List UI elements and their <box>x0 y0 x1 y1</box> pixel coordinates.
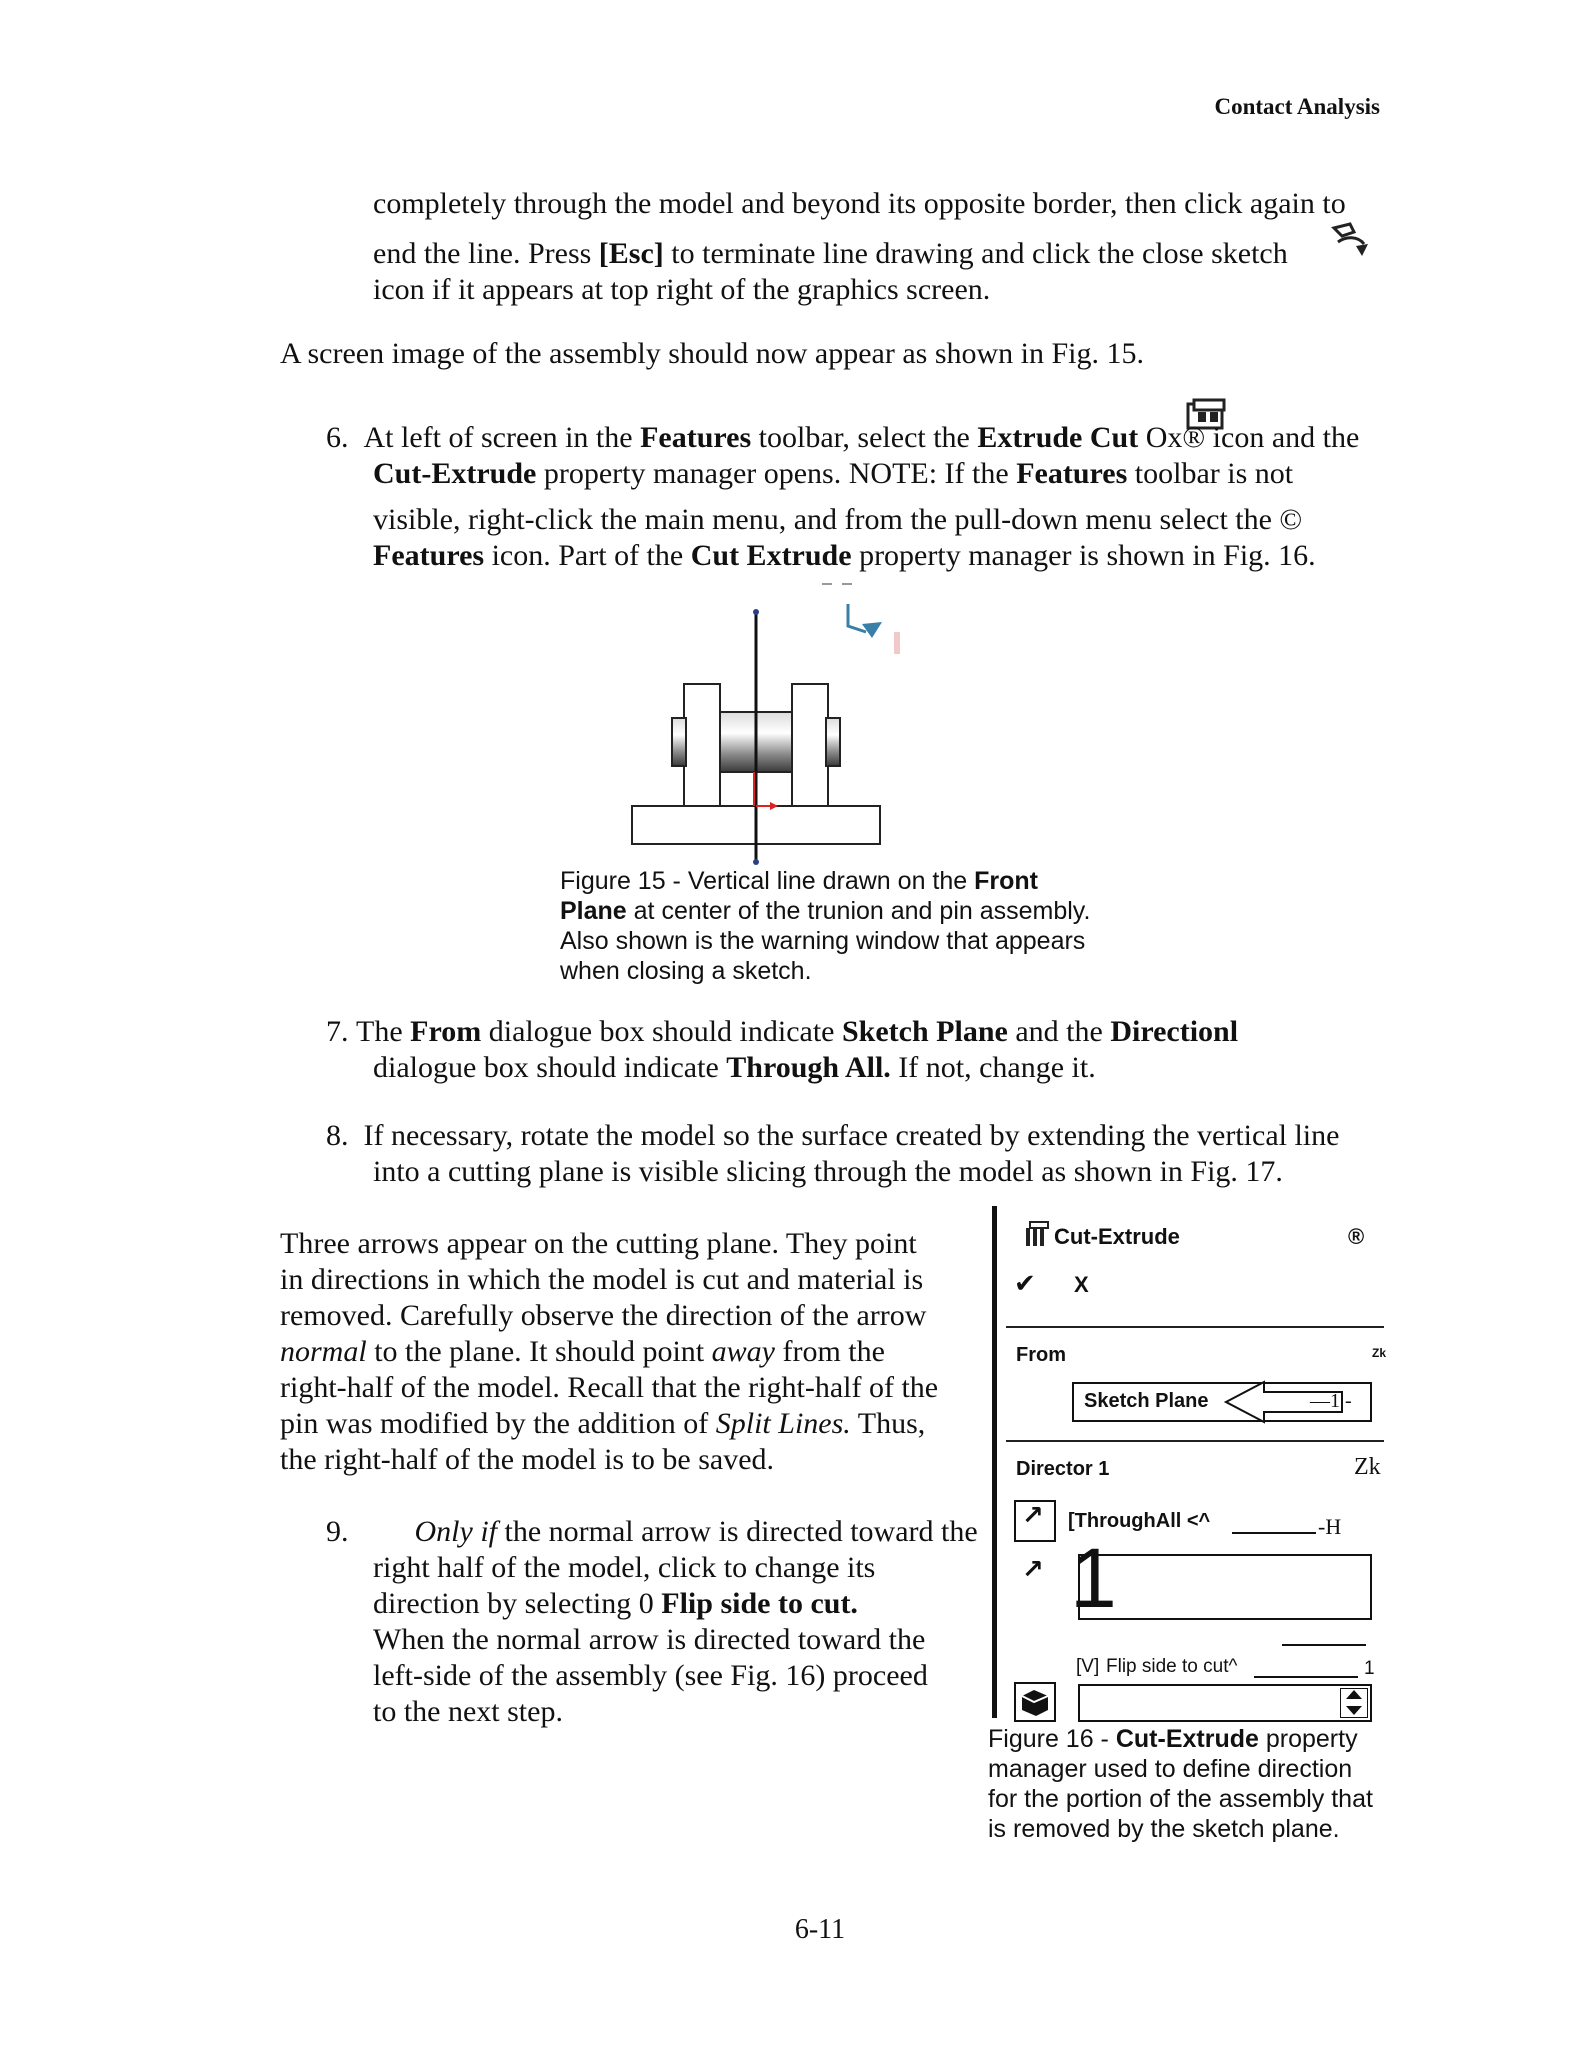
running-header: Contact Analysis <box>1214 94 1380 119</box>
pm-title: Cut-Extrude <box>1054 1224 1180 1249</box>
figure-15-caption: Figure 15 - Vertical line drawn on the Front Plane at center of the trunion and pin assembly. Also shown is the warning window that appears when closing a sketch. <box>560 867 1091 985</box>
flip-side-underline <box>1254 1676 1358 1678</box>
screen-image-note: A screen image of the assembly should now appear as shown in Fig. 15. <box>280 337 1145 370</box>
close-sketch-icon <box>1328 222 1372 264</box>
draft-angle-input[interactable] <box>1078 1684 1372 1722</box>
from-callout-number: —1 - <box>1310 1390 1352 1412</box>
figure-15-drawing <box>620 580 920 870</box>
pm-divider-1 <box>1006 1326 1384 1328</box>
warning-window-icon <box>822 584 900 654</box>
end-condition-line <box>1232 1532 1316 1534</box>
cancel-button[interactable]: X <box>1074 1272 1089 1297</box>
flip-side-number: 1 <box>1364 1658 1375 1679</box>
end-condition-callout: -H <box>1318 1514 1342 1539</box>
from-condition-value: Sketch Plane <box>1084 1390 1209 1412</box>
pin-end-left <box>672 718 686 766</box>
from-collapse-mark[interactable]: Zk <box>1372 1346 1387 1360</box>
cut-extrude-icon <box>1024 1220 1050 1248</box>
direction-section-label: Director 1 <box>1016 1458 1110 1480</box>
ok-button[interactable]: ✔ <box>1014 1268 1036 1298</box>
spinner-down-icon <box>1346 1706 1362 1715</box>
step-6: 6. At left of screen in the Features toolbar, select the Extrude Cut Ox® icon and the Cut-Extrude property manager opens. NOTE: If the Features toolbar is not visible, right-click the main menu, and from the pull-down menu select the © Features icon. Part of the Cut Extrude property manager is shown in Fig. 16. <box>326 421 1360 572</box>
intro-paragraph <box>373 186 1393 308</box>
pm-left-border <box>992 1206 997 1718</box>
trunion-right <box>792 684 828 806</box>
end-condition-select[interactable]: [ThroughAll <^ <box>1068 1510 1211 1532</box>
intro-line-3: icon if it appears at top right of the graphics screen. <box>373 273 991 306</box>
esc-key: [Esc] <box>598 237 664 270</box>
spinner-up-icon <box>1346 1690 1362 1699</box>
pin-end-right <box>826 718 840 766</box>
from-section-label: From <box>1016 1344 1066 1366</box>
intro-line-2: end the line. Press [Esc] to terminate line drawing and click the close sketch <box>373 237 1288 270</box>
pm-divider-2 <box>1006 1440 1384 1442</box>
direction-collapse-mark[interactable]: Zk <box>1354 1454 1381 1480</box>
direction-vector-icon: ↗ <box>1022 1554 1044 1584</box>
draft-icon <box>1018 1686 1052 1718</box>
cut-extrude-property-manager <box>992 1206 1392 1726</box>
step-7: 7. The From dialogue box should indicate Sketch Plane and the Directionl dialogue box should indicate Through All. If not, change it. <box>326 1015 1239 1084</box>
pm-help-mark: ® <box>1348 1224 1365 1249</box>
flip-side-line <box>1282 1644 1366 1646</box>
flip-side-checkbox[interactable]: [V] <box>1076 1656 1100 1677</box>
page-number: 6-11 <box>794 1914 846 1945</box>
trunion-left <box>684 684 720 806</box>
reverse-direction-icon: ↗ <box>1022 1500 1044 1530</box>
flip-side-label: Flip side to cut^ <box>1106 1656 1238 1677</box>
intro-line-1: completely through the model and beyond its opposite border, then click again to <box>373 187 1346 220</box>
step-9: 9. Only if the normal arrow is directed toward the right half of the model, click to change its direction by selecting 0 Flip side to cut. When the normal arrow is directed toward the left-side of the assembly (see Fig. 16) proceed to the next step. <box>326 1515 978 1728</box>
figure-16-caption: Figure 16 - Cut-Extrude property manager used to define direction for the portion of the assembly that is removed by the sketch plane. <box>988 1725 1373 1843</box>
depth-input[interactable] <box>1078 1554 1372 1620</box>
step-8: 8. If necessary, rotate the model so the surface created by extending the vertical line into a cutting plane is visible slicing through the model as shown in Fig. 17. <box>326 1119 1340 1188</box>
depth-value: 1 <box>1070 1531 1117 1625</box>
arrows-paragraph: Three arrows appear on the cutting plane. They point in directions in which the model is cut and material is removed. Carefully observe the direction of the arrow normal to the plane. It should point away from the right-half of the model. Recall that the right-half of the pin was modified by the addition of Split Lines. Thus, the right-half of the model is to be saved. <box>280 1227 939 1476</box>
